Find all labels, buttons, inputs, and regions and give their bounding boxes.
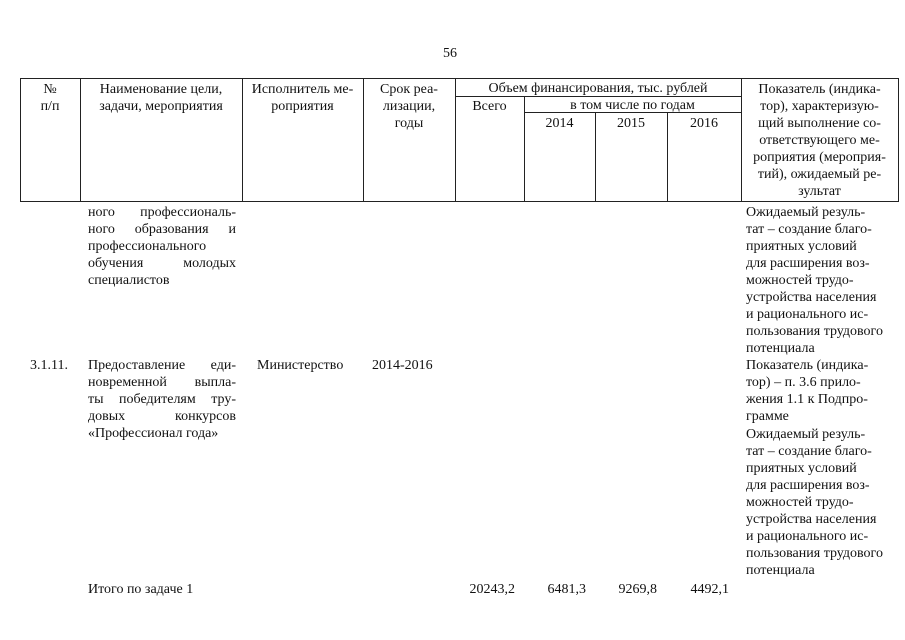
row-name-line: довых конкурсов xyxy=(88,409,236,424)
continuation-result-line: Ожидаемый резуль- xyxy=(746,205,866,220)
total-label: Итого по задаче 1 xyxy=(88,582,194,597)
header-term-line: лизации, xyxy=(382,99,436,114)
row-result-line: можностей трудо- xyxy=(746,495,854,510)
row-indicator xyxy=(746,357,898,425)
row-number: 3.1.11. xyxy=(30,358,68,373)
continuation-name-line: ного профессиональ- xyxy=(88,205,236,220)
header-num xyxy=(20,81,80,115)
header-num-line: п/п xyxy=(40,99,60,114)
continuation-result xyxy=(746,204,898,357)
total-value: 20243,2 xyxy=(469,582,515,597)
header-executor-line: роприятия xyxy=(271,99,334,114)
header-indicator-line: щий выполнение со- xyxy=(758,116,881,131)
continuation-result-line: пользования трудового xyxy=(746,324,883,339)
total-2015: 9269,8 xyxy=(618,582,657,597)
header-indicator-line: зультат xyxy=(798,184,841,199)
header-indicator-line: тий), ожидаемый ре- xyxy=(757,167,882,182)
continuation-result-line: устройства населения xyxy=(746,290,877,305)
header-indicator-line: Показатель (индика- xyxy=(758,82,881,97)
row-result-line: пользования трудового xyxy=(746,546,883,561)
header-term-line: годы xyxy=(394,116,424,131)
row-name-line: ты победителям тру- xyxy=(88,392,236,407)
row-name xyxy=(88,357,236,442)
total-2014: 6481,3 xyxy=(547,582,586,597)
row-result-line: для расширения воз- xyxy=(746,478,870,493)
row-name-line: Предоставление еди- xyxy=(88,358,236,373)
header-term-line: Срок реа- xyxy=(380,82,438,97)
row-result-line: потенциала xyxy=(746,563,815,578)
header-indicator-line: тор), характеризую- xyxy=(760,99,879,114)
header-term xyxy=(363,81,455,132)
header-year-2014: 2014 xyxy=(545,116,574,131)
row-indicator-line: тор) – п. 3.6 прило- xyxy=(746,375,861,390)
row-result xyxy=(746,426,898,579)
row-result-line: тат – создание благо- xyxy=(746,444,872,459)
header-by-years: в том числе по годам xyxy=(570,98,695,113)
row-name-line: «Профессионал года» xyxy=(88,426,219,441)
header-num-line: № xyxy=(43,82,57,97)
header-year-2016: 2016 xyxy=(690,116,718,131)
row-indicator-line: Показатель (индика- xyxy=(746,358,869,373)
header-name-line: задачи, мероприятия xyxy=(99,99,223,114)
row-indicator-line: грамме xyxy=(746,409,789,424)
header-indicator xyxy=(741,81,898,200)
row-result-line: приятных условий xyxy=(746,461,857,476)
continuation-result-line: можностей трудо- xyxy=(746,273,854,288)
continuation-result-line: для расширения воз- xyxy=(746,256,870,271)
header-executor xyxy=(242,81,363,115)
row-result-line: Ожидаемый резуль- xyxy=(746,427,866,442)
header-funding-title: Объем финансирования, тыс. рублей xyxy=(488,81,708,96)
continuation-result-line: приятных условий xyxy=(746,239,857,254)
continuation-result-line: тат – создание благо- xyxy=(746,222,872,237)
continuation-name-line: обучения молодых xyxy=(88,256,236,271)
row-result-line: и рационального ис- xyxy=(746,529,869,544)
continuation-result-line: и рационального ис- xyxy=(746,307,869,322)
header-indicator-line: роприятия (мероприя- xyxy=(753,150,886,165)
page-number: 56 xyxy=(443,46,457,61)
continuation-name-line: профессионального xyxy=(88,239,207,254)
row-name-line: новременной выпла- xyxy=(88,375,236,390)
header-year-2015: 2015 xyxy=(617,116,645,131)
row-result-line: устройства населения xyxy=(746,512,877,527)
row-indicator-line: жения 1.1 к Подпро- xyxy=(746,392,868,407)
row-term: 2014-2016 xyxy=(372,358,433,373)
continuation-name-line: специалистов xyxy=(88,273,170,288)
header-name xyxy=(80,81,242,115)
header-executor-line: Исполнитель ме- xyxy=(251,82,354,97)
continuation-result-line: потенциала xyxy=(746,341,815,356)
row-executor: Министерство xyxy=(257,358,344,373)
header-indicator-line: ответствующего ме- xyxy=(759,133,880,148)
continuation-name xyxy=(88,204,236,289)
header-name-line: Наименование цели, xyxy=(99,82,223,97)
total-2016: 4492,1 xyxy=(690,582,729,597)
continuation-name-line: ного образования и xyxy=(88,222,236,237)
header-total: Всего xyxy=(472,99,507,114)
